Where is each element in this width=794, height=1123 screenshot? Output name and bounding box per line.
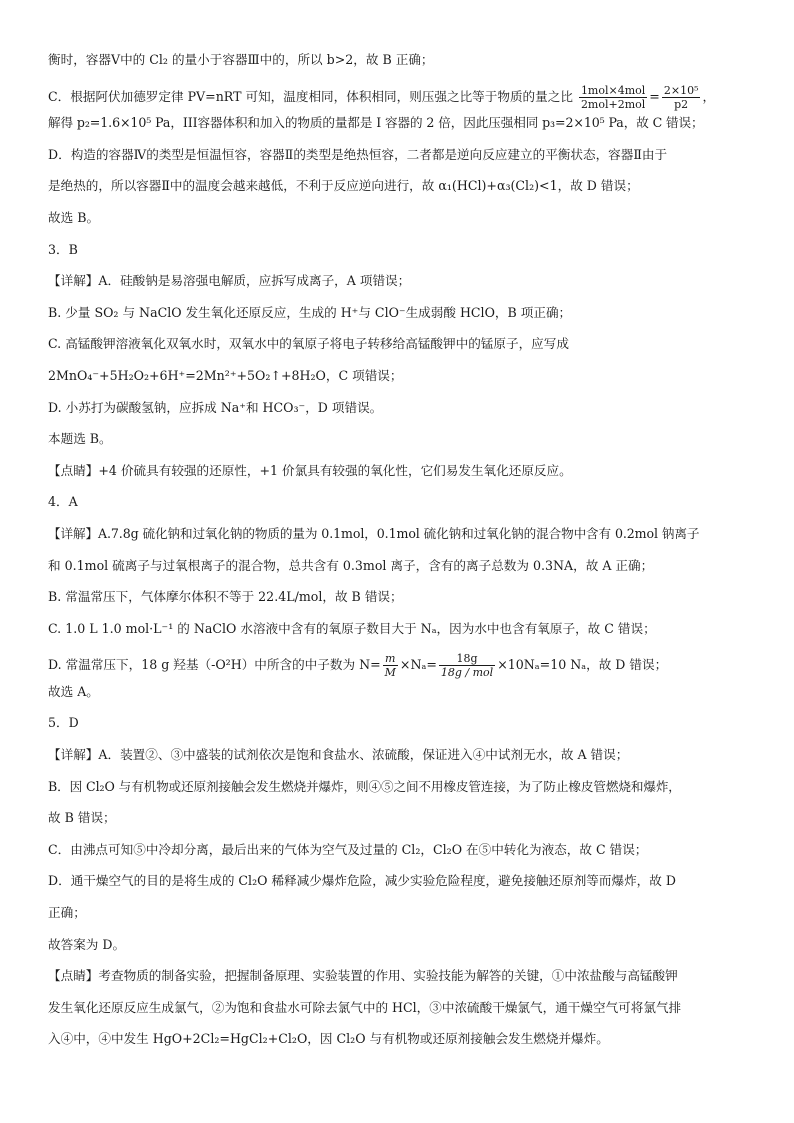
text-line-with-formula <box>48 83 754 111</box>
text-line: B. 少量 SO₂ 与 NaClO 发生氧化还原反应，生成的 H⁺与 ClO⁻生成弱酸 HClO，B 项正确； <box>48 304 572 320</box>
text-line: 是绝热的，所以容器Ⅱ中的温度会越来越低，不利于反应逆向进行，故 α₁(HCl)+α₃(Cl₂)<1，故 D 错误； <box>48 178 639 194</box>
text-segment: ， <box>702 88 716 104</box>
text-line: 正确； <box>48 905 86 921</box>
text-segment: C．根据阿伏加德罗定律 PV=nRT 可知，温度相同，体积相同，则压强之比等于物质的量之比 <box>48 88 573 104</box>
text-segment: D. 常温常压下，18 g 羟基（-O²H）中所含的中子数为 <box>48 657 356 673</box>
fraction-denominator: p2 <box>674 97 689 111</box>
question-number: 3．B <box>48 241 78 257</box>
text-line: 【点睛】考查物质的制备实验，把握制备原理、实验装置的作用、实验技能为解答的关键，①中浓盐酸与高锰酸钾 <box>48 968 678 984</box>
text-segment: ×Nₐ= <box>399 657 437 673</box>
text-line: C. 1.0 L 1.0 mol·L⁻¹ 的 NaClO 水溶液中含有的氧原子数目大于 Nₐ，因为水中也含有氧原子，故 C 错误； <box>48 620 656 636</box>
text-line: 故选 B。 <box>48 209 100 225</box>
fraction-numerator: m <box>383 652 398 666</box>
text-line: 本题选 B。 <box>48 431 112 447</box>
text-line: 【详解】A.7.8g 硫化钠和过氧化钠的物质的量为 0.1mol，0.1mol 硫化钠和过氧化钠的混合物中含有 0.2mol 钠离子 <box>48 525 700 541</box>
text-line-with-formula <box>48 652 754 680</box>
text-line: 衡时，容器Ⅴ中的 Cl₂ 的量小于容器Ⅲ中的，所以 b>2，故 B 正确； <box>48 52 434 67</box>
text-line: D．通干燥空气的目的是将生成的 Cl₂O 稀释减少爆炸危险，减少实验危险程度，避免接触还原剂等而爆炸，故 D <box>48 873 676 889</box>
text-line: 解得 p₂=1.6×10⁵ Pa，III容器体积和加入的物质的量都是 I 容器的 2 倍，因此压强相同 p₃=2×10⁵ Pa，故 C 错误； <box>48 115 704 131</box>
text-line: 故选 A。 <box>48 683 99 699</box>
fraction-denominator: 2mol+2mol <box>580 97 646 111</box>
fraction-right <box>662 84 701 111</box>
text-line: 故答案为 D。 <box>48 936 126 952</box>
text-line: 故 B 错误； <box>48 810 116 826</box>
fraction-numerator: 2×10⁵ <box>663 83 699 97</box>
text-line: 【详解】A．装置②、③中盛装的试剂依次是饱和食盐水、浓硫酸，保证进入④中试剂无水，故 A 错误； <box>48 747 629 763</box>
document-page <box>48 52 754 1063</box>
fraction-numerator: 18g <box>439 652 495 666</box>
text-line: B．因 Cl₂O 与有机物或还原剂接触会发生燃烧并爆炸，则④⑤之间不用橡皮管连接，为了防止橡皮管燃烧和爆炸， <box>48 778 681 794</box>
fraction-denominator: M <box>384 666 396 680</box>
fraction-denominator: 18g / mol <box>440 666 494 680</box>
question-number: 5．D <box>48 715 79 731</box>
fraction-numerator: 1mol×4mol <box>580 83 646 97</box>
equals-sign: = <box>649 88 660 104</box>
fraction-m-over-M <box>383 652 398 679</box>
fraction-mass-over-molar <box>439 652 495 679</box>
text-line: D．构造的容器Ⅳ的类型是恒温恒容，容器Ⅱ的类型是绝热恒容，二者都是逆向反应建立的平衡状态，容器Ⅱ由于 <box>48 146 668 162</box>
text-line: 发生氧化还原反应生成氯气，②为饱和食盐水可除去氯气中的 HCl，③中浓硫酸干燥氯气，通干燥空气可将氯气排 <box>48 999 682 1015</box>
fraction-left <box>579 84 647 111</box>
text-segment: ×10Nₐ=10 Nₐ，故 D 错误； <box>497 657 668 673</box>
text-line: B. 常温常压下，气体摩尔体积不等于 22.4L/mol，故 B 错误； <box>48 589 403 605</box>
text-line: 【点睛】+4 价硫具有较强的还原性，+1 价氯具有较强的氧化性，它们易发生氧化还原反应。 <box>48 462 572 478</box>
text-line: D. 小苏打为碳酸氢钠，应拆成 Na⁺和 HCO₃⁻，D 项错误。 <box>48 399 383 415</box>
formula-prefix: N= <box>359 657 381 673</box>
text-line: 入④中，④中发生 HgO+2Cl₂=HgCl₂+Cl₂O，因 Cl₂O 与有机物或还原剂接触会发生燃烧并爆炸。 <box>48 1031 609 1047</box>
text-line: C．由沸点可知⑤中冷却分离，最后出来的气体为空气及过量的 Cl₂，Cl₂O 在⑤中转化为液态，故 C 错误； <box>48 841 648 857</box>
text-line: 【详解】A．硅酸钠是易溶强电解质，应拆写成离子，A 项错误； <box>48 273 411 289</box>
equation-line: 2MnO₄⁻+5H₂O₂+6H⁺=2Mn²⁺+5O₂↑+8H₂O，C 项错误； <box>48 367 403 383</box>
text-line: C. 高锰酸钾溶液氧化双氧水时，双氧水中的氧原子将电子转移给高锰酸钾中的锰原子，应写成 <box>48 336 569 352</box>
text-line: 和 0.1mol 硫离子与过氧根离子的混合物，总共含有 0.3mol 离子，含有的离子总数为 0.3NA，故 A 正确； <box>48 557 654 573</box>
question-number: 4．A <box>48 494 78 510</box>
